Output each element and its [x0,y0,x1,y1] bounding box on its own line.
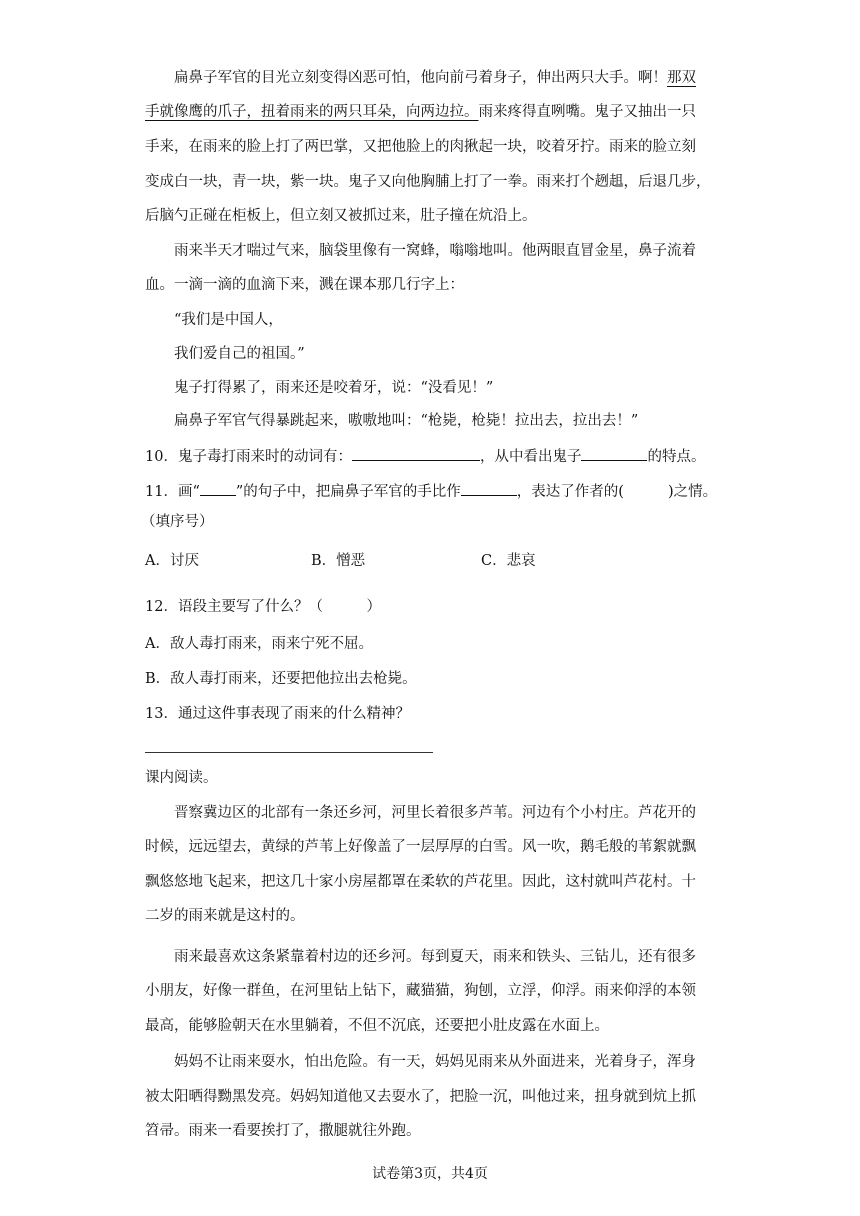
quote-line: 我们爱自己的祖国。” [174,346,305,362]
passage-line: 血。一滴一滴的血滴下来，溅在课本那几行字上： [145,277,464,293]
q10-blank-2[interactable] [581,445,647,461]
passage-line: 最高，能够脸朝天在水里躺着，不但不沉底，还要把小肚皮露在水面上。 [145,1018,609,1034]
passage-line: 小朋友，好像一群鱼，在河里钻上钻下，藏猫猫，狗刨，立浮，仰浮。雨来仰浮的本领 [145,983,696,999]
passage-line: 被太阳晒得黝黑发亮。妈妈知道他又去耍水了，把脸一沉，叫他过来，扭身就到炕上抓 [145,1089,696,1105]
passage-line: 笤帚。雨来一看要挨打了，撒腿就往外跑。 [145,1123,421,1139]
page-footer: 试卷第3页，共4页 [372,1166,488,1182]
passage-line [145,102,715,122]
passage-line: 雨来最喜欢这条紧靠着村边的还乡河。每到夏天，雨来和铁头、三钻儿，还有很多 [174,949,696,965]
q10-text: ，从中看出鬼子 [479,449,582,465]
section-title: 课内阅读。 [145,770,218,786]
q11-blank-mark [200,480,236,496]
passage-line: 二岁的雨来就是这村的。 [145,908,305,924]
q11-text: ”的句子中，把扁鼻子军官的手比作 [235,484,461,500]
q10-text: 的特点。 [647,449,706,465]
passage-line: 雨来半天才喘过气来，脑袋里像有一窝蜂，嗡嗡地叫。他两眼直冒金星，鼻子流着 [174,243,696,259]
passage-line: 妈妈不让雨来耍水，怕出危险。有一天，妈妈见雨来从外面进来，光着身子，浑身 [174,1054,696,1070]
quote-line: “我们是中国人， [174,312,283,328]
passage-text: 雨来疼得直咧嘴。鬼子又抽出一只 [478,104,696,120]
passage-text: 扁鼻子军官的目光立刻变得凶恶可怕，他向前弓着身子，伸出两只大手。啊！ [174,70,667,86]
q11-note: （填序号） [141,514,214,530]
passage-line: 鬼子打得累了，雨来还是咬着牙，说：“没看见！” [174,380,494,396]
q11-text: ，表达了作者的( [516,484,624,500]
q13-answer-line[interactable] [145,752,433,753]
question-13: 13．通过这件事表现了雨来的什么精神？ [145,706,410,722]
passage-line: 晋察冀边区的北部有一条还乡河，河里长着很多芦苇。河边有个小村庄。芦花开的 [174,805,696,821]
underlined-sentence: 手就像鹰的爪子，扭着雨来的两只耳朵，向两边拉。 [145,104,479,120]
passage-line: 变成白一块，青一块，紫一块。鬼子又向他胸脯上打了一拳。雨来打个趔趄，后退几步， [145,174,711,190]
underlined-sentence: 那双 [667,70,696,86]
q12-option-b[interactable]: B．敌人毒打雨来，还要把他拉出去枪毙。 [145,671,417,687]
passage-line [174,68,744,88]
passage-line: 手来，在雨来的脸上打了两巴掌，又把他脸上的肉揪起一块，咬着牙拧。雨来的脸立刻 [145,139,696,155]
q11-text: )之情。 [667,484,718,500]
q11-text: 11．画“ [145,484,200,500]
passage-line: 时候，远远望去，黄绿的芦苇上好像盖了一层厚厚的白雪。风一吹，鹅毛般的苇絮就飘 [145,839,696,855]
q11-blank-1[interactable] [461,480,517,496]
q11-option-c[interactable]: C．悲哀 [481,553,536,569]
q11-option-a[interactable]: A．讨厌 [145,553,199,569]
q10-blank-1[interactable] [352,445,480,461]
question-10 [145,445,715,467]
passage-line: 后脑勺正碰在柜板上，但立刻又被抓过来，肚子撞在炕沿上。 [145,208,537,224]
question-12: 12．语段主要写了什么？（ ） [145,599,381,615]
passage-line: 扁鼻子军官气得暴跳起来，嗷嗷地叫：“枪毙，枪毙！拉出去，拉出去！” [174,413,639,429]
question-11 [145,480,718,502]
q12-option-a[interactable]: A．敌人毒打雨来，雨来宁死不屈。 [145,636,373,652]
q11-option-b[interactable]: B．憎恶 [311,553,366,569]
passage-line: 飘悠悠地飞起来，把这几十家小房屋都罩在柔软的芦花里。因此，这村就叫芦花村。十 [145,874,696,890]
q10-text: 10．鬼子毒打雨来时的动词有： [145,449,352,465]
